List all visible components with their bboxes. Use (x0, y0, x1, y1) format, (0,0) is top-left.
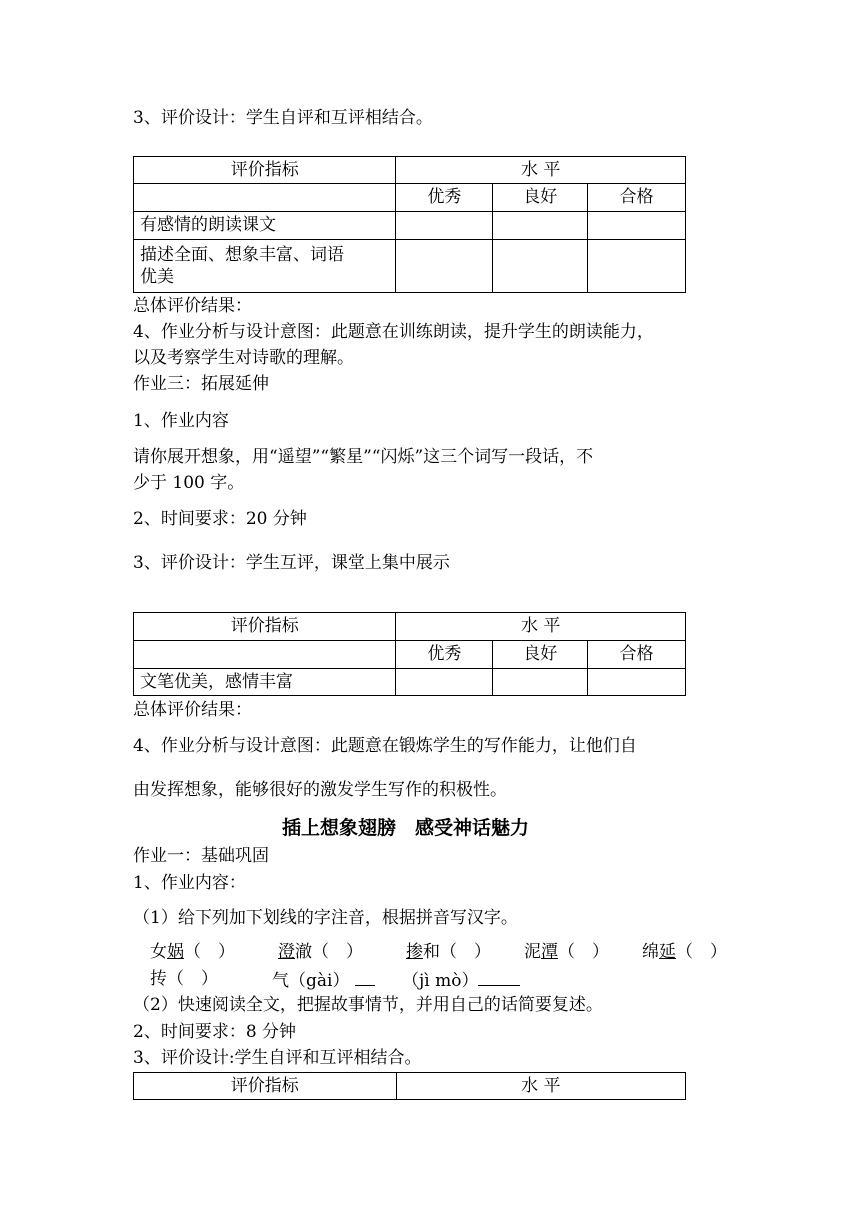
content-label: 1、作业内容 (133, 411, 229, 431)
word-char: （jì mò） (402, 971, 479, 991)
eval-design-line: 3、评价设计：学生自评和互评相结合。 (133, 108, 433, 128)
overall-result: 总体评价结果： (133, 700, 252, 720)
lesson-title: 插上想象翅膀 感受神话魅力 (282, 817, 530, 839)
content-line: 少于 100 字。 (133, 473, 245, 493)
homework1-title: 作业一：基础巩固 (133, 846, 269, 866)
answer-blank: （ ） (558, 942, 609, 962)
analysis-line: 4、作业分析与设计意图：此题意在锻炼学生的写作能力，让他们自 (133, 736, 637, 756)
level-header: 水 平 (396, 157, 686, 184)
empty-cell (588, 240, 686, 293)
answer-blank: （ ） (184, 942, 235, 962)
answer-blank: （ ） (676, 942, 727, 962)
level-header: 水 平 (396, 613, 686, 641)
level-pass: 合格 (588, 184, 686, 212)
empty-cell (134, 184, 396, 212)
evaluation-table-2 (133, 612, 686, 696)
homework3-title: 作业三：拓展延伸 (133, 374, 269, 394)
empty-cell (588, 212, 686, 240)
word-char: 气（gài） (272, 971, 350, 991)
level-header: 水 平 (396, 1073, 685, 1100)
analysis-line: 由发挥想象，能够很好的激发学生写作的积极性。 (133, 780, 507, 800)
underlined-char: 娲 (167, 942, 184, 962)
time-requirement: 2、时间要求：20 分钟 (133, 509, 307, 529)
underlined-char: 潭 (541, 942, 558, 962)
empty-cell (493, 669, 588, 696)
analysis-line: 以及考察学生对诗歌的理解。 (133, 348, 354, 368)
level-good: 良好 (493, 641, 588, 669)
indicator-row-line: 优美 (140, 267, 174, 287)
pinyin-word: 抟（ ） (150, 969, 218, 989)
empty-cell (134, 641, 396, 669)
write-blank (478, 971, 520, 986)
write-blank (355, 971, 375, 986)
empty-cell (396, 212, 493, 240)
word-char: 绵 (642, 942, 659, 962)
time-requirement: 2、时间要求：8 分钟 (133, 1022, 297, 1042)
pinyin-word (406, 944, 491, 961)
level-good: 良好 (493, 184, 588, 212)
underlined-char: 延 (659, 942, 676, 962)
pinyin-word (524, 944, 609, 961)
overall-result: 总体评价结果： (133, 296, 252, 316)
content-label: 1、作业内容： (133, 873, 246, 893)
word-char: 女 (150, 942, 167, 962)
pinyin-word (150, 944, 235, 961)
indicator-header: 评价指标 (134, 157, 396, 184)
level-excellent: 优秀 (396, 641, 493, 669)
indicator-row (134, 240, 396, 293)
evaluation-table-1 (133, 156, 686, 293)
pinyin-word (272, 971, 375, 990)
eval-design-line: 3、评价设计：学生互评，课堂上集中展示 (133, 553, 450, 573)
word-char: 泥 (524, 942, 541, 962)
indicator-header: 评价指标 (134, 613, 396, 641)
evaluation-table-3 (133, 1072, 686, 1100)
pinyin-word (642, 944, 727, 961)
level-excellent: 优秀 (396, 184, 493, 212)
content-line: 请你展开想象，用“遥望”“繁星”“闪烁”这三个词写一段话，不 (133, 447, 594, 467)
indicator-row-line: 描述全面、想象丰富、词语 (140, 244, 344, 265)
answer-blank: 和（ ） (423, 942, 491, 962)
empty-cell (396, 669, 493, 696)
level-pass: 合格 (588, 641, 686, 669)
indicator-header: 评价指标 (134, 1073, 397, 1100)
analysis-line: 4、作业分析与设计意图：此题意在训练朗读，提升学生的朗读能力， (133, 322, 654, 342)
pinyin-word (402, 971, 520, 990)
empty-cell (588, 669, 686, 696)
question-2: （2）快速阅读全文，把握故事情节，并用自己的话简要复述。 (133, 995, 603, 1015)
answer-blank: 澈（ ） (295, 942, 363, 962)
underlined-char: 澄 (278, 942, 295, 962)
empty-cell (493, 212, 588, 240)
indicator-row: 文笔优美，感情丰富 (134, 669, 396, 696)
empty-cell (493, 240, 588, 293)
indicator-row: 有感情的朗读课文 (134, 212, 396, 240)
eval-design-line: 3、评价设计:学生自评和互评相结合。 (133, 1048, 422, 1068)
empty-cell (396, 240, 493, 293)
question-1: （1）给下列加下划线的字注音，根据拼音写汉字。 (133, 908, 518, 928)
underlined-char: 掺 (406, 942, 423, 962)
pinyin-word (278, 944, 363, 961)
